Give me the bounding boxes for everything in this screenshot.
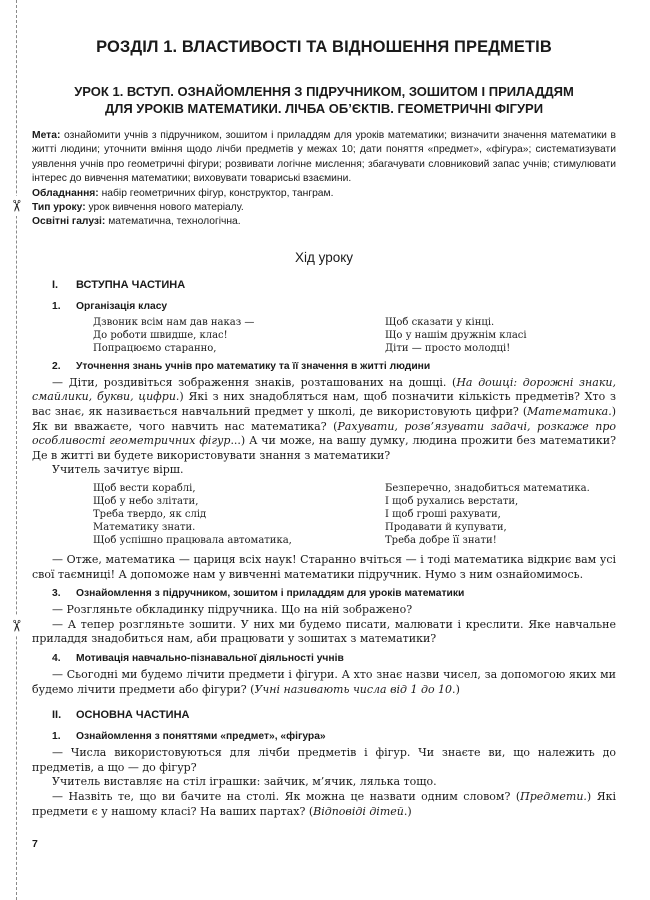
- poem-line: Щоб вести кораблі,: [93, 483, 196, 494]
- scissors-icon: ✂: [6, 616, 26, 636]
- poem-line: Треба твердо, як слід: [93, 509, 207, 520]
- italic-run: Відповіді дітей: [313, 804, 404, 818]
- text-run: ) Які з них знадобляться нам, щоб позначити кількість предметів? Хто з вас знає, як називається навчальний предмет у школі, де використовують цифри? (: [32, 390, 616, 419]
- subsection-heading: [52, 301, 616, 312]
- italic-run: Рахувати, розв’язувати задачі, розкаже про особливості геометричних фігур: [32, 419, 616, 448]
- poem-line: Продавати й купувати,: [385, 522, 507, 533]
- text-run: — Сьогодні ми будемо лічити предмети і фігури. А хто знає назви чисел, за допомогою яких ми будемо лічити предмети або фігури? (: [32, 667, 616, 696]
- italic-run: На дошці: дорожні знаки, смайлики, букви, цифри.: [32, 375, 616, 404]
- poem-line: Математику знати.: [93, 522, 196, 533]
- subsection-number: 1.: [52, 731, 61, 743]
- poem-line: Щоб сказати у кінці.: [385, 316, 495, 328]
- lesson-type-label: Тип уроку:: [32, 202, 86, 214]
- educational-fields: [32, 215, 616, 229]
- italic-run: Математика.: [527, 405, 612, 419]
- paragraph: Учитель зачитує вірш.: [52, 463, 184, 477]
- part-heading: [52, 709, 616, 721]
- poem-line: Діти — просто молодці!: [385, 342, 511, 354]
- poem-line: І щоб рухались верстати,: [385, 496, 519, 507]
- subsection-title: Організація класу: [76, 300, 168, 312]
- paragraph: — Числа використовуються для лічби предметів і фігур. Чи знаєте ви, що належить до предметів, а що — до фігур?: [32, 746, 616, 774]
- poem: [32, 316, 616, 355]
- cut-line: [16, 0, 17, 900]
- equipment-label: Обладнання:: [32, 187, 99, 199]
- paragraph: [32, 376, 616, 464]
- lesson-title-line2: ДЛЯ УРОКІВ МАТЕМАТИКИ. ЛІЧБА ОБ’ЄКТІВ. ГЕОМЕТРИЧНІ ФІГУРИ: [104, 101, 544, 116]
- subsection-heading: [52, 731, 616, 742]
- poem-line: Безперечно, знадобиться математика.: [385, 483, 590, 494]
- poem-line: Щоб успішно працювала автоматика,: [93, 535, 292, 546]
- lesson-title: [32, 83, 616, 117]
- goal-text: ознайомити учнів з підручником, зошитом і приладдям для уроків математики; визначити значення математики в житті людини; уточнити вміння щодо лічби предметів у межах 10; дати поняття «предмет», «фігура»; систематизувати уявлення учнів про геометричні фігури; розвивати логічне мислення; збагачувати словниковий запас учнів; стимулювати інтерес до вивчення математики; виховувати товариські взаємини.: [32, 130, 616, 185]
- poem-right-column: [385, 482, 625, 547]
- lesson-type: [32, 201, 616, 215]
- section-title: РОЗДІЛ 1. ВЛАСТИВОСТІ ТА ВІДНОШЕННЯ ПРЕДМЕТІВ: [96, 38, 552, 56]
- fields-label: Освітні галузі:: [32, 216, 106, 228]
- text-run: ): [455, 682, 460, 696]
- equipment: [32, 187, 616, 201]
- paragraph: — А тепер розгляньте зошити. У них ми будемо писати, малювати і креслити. Яке навчальне приладдя знадобиться нам, аби працювати у зошитах з математики?: [32, 617, 616, 646]
- poem-line: Що у нашім дружнім класі: [385, 329, 527, 341]
- paragraph: [32, 668, 616, 697]
- fields-text: математична, технологічна.: [105, 216, 241, 228]
- lesson-text: [32, 668, 616, 697]
- equipment-text: набір геометричних фігур, конструктор, танграм.: [98, 187, 334, 199]
- subsection-number: 4.: [52, 652, 61, 664]
- text-run: — Назвіть те, що ви бачите на столі. Як можна це назвати одним словом? (: [52, 789, 521, 803]
- subsection-title: Ознайомлення з поняттями «предмет», «фігура»: [76, 731, 326, 743]
- paragraph: Учитель виставляє на стіл іграшки: зайчик, м’ячик, лялька тощо.: [52, 775, 437, 789]
- page-number: 7: [32, 838, 38, 850]
- lesson-text: [32, 376, 616, 478]
- poem-line: Дзвоник всім нам дав наказ —: [93, 316, 255, 328]
- lesson-text: [32, 553, 616, 582]
- scissors-icon: ✂: [6, 196, 26, 216]
- paragraph: — Отже, математика — цариця всіх наук! Старанно вчіться — і тоді математика відкриє вам усі свої таємниці! А допоможе нам у вивченні математики підручник. Нумо з ним ознайомимось.: [32, 553, 616, 581]
- poem-line: Треба добре її знати!: [385, 535, 497, 546]
- poem-left-column: [93, 482, 385, 547]
- goal-label: Мета:: [32, 130, 61, 141]
- poem-left-column: [93, 316, 385, 355]
- poem-line: І щоб гроші рахувати,: [385, 509, 501, 520]
- part-heading: [52, 279, 616, 291]
- text-run: ) Як ви вважаєте, чого навчить нас математика? (: [32, 405, 616, 433]
- subsection-number: 2.: [52, 360, 61, 372]
- part-number: II.: [52, 709, 62, 722]
- subsection-title: Мотивація навчально-пізнавальної діяльності учнів: [76, 652, 344, 664]
- subsection-heading: [52, 361, 616, 372]
- text-run: ...) А чи може, на вашу думку, людина прожити без математики? Де в житті ви будете використовувати знання з математики?: [32, 434, 616, 462]
- page-content: [32, 38, 616, 819]
- subsection-number: 1.: [52, 300, 61, 312]
- poem: [32, 482, 616, 547]
- poem-line: Щоб у небо злітати,: [93, 496, 199, 507]
- italic-run: Учні називають числа від 1 до 10.: [254, 682, 456, 696]
- italic-run: Предмети.: [520, 789, 587, 803]
- lesson-text: [32, 746, 616, 819]
- subsection-title: Ознайомлення з підручником, зошитом і приладдям для уроків математики: [76, 588, 465, 600]
- course-title: Хід уроку: [294, 249, 354, 265]
- subsection-heading: [52, 588, 616, 599]
- lesson-meta: [32, 129, 616, 230]
- text-run: — Діти, роздивіться зображення знаків, розташованих на дошці. (: [52, 375, 457, 389]
- part-title: ВСТУПНА ЧАСТИНА: [76, 278, 186, 291]
- subsection-number: 3.: [52, 588, 61, 600]
- subsection-heading: [52, 653, 616, 664]
- text-run: .): [403, 804, 412, 818]
- poem-line: Попрацюємо старанно,: [93, 342, 217, 354]
- part-number: I.: [52, 278, 59, 291]
- part-title: ОСНОВНА ЧАСТИНА: [76, 709, 190, 722]
- lesson-text: [32, 603, 616, 647]
- subsection-title: Уточнення знань учнів про математику та її значення в житті людини: [76, 360, 431, 372]
- lesson-title-line1: УРОК 1. ВСТУП. ОЗНАЙОМЛЕННЯ З ПІДРУЧНИКОМ, ЗОШИТОМ І ПРИЛАДДЯМ: [74, 84, 574, 99]
- goal: [32, 129, 616, 187]
- paragraph: — Розгляньте обкладинку підручника. Що на ній зображено?: [52, 603, 413, 617]
- poem-line: До роботи швидше, клас!: [93, 329, 228, 341]
- lesson-type-text: урок вивчення нового матеріалу.: [85, 202, 244, 214]
- poem-right-column: [385, 316, 625, 355]
- text-run: ) Які предмети є у нашому класі? На ваших партах? (: [32, 789, 616, 818]
- paragraph: [32, 790, 616, 819]
